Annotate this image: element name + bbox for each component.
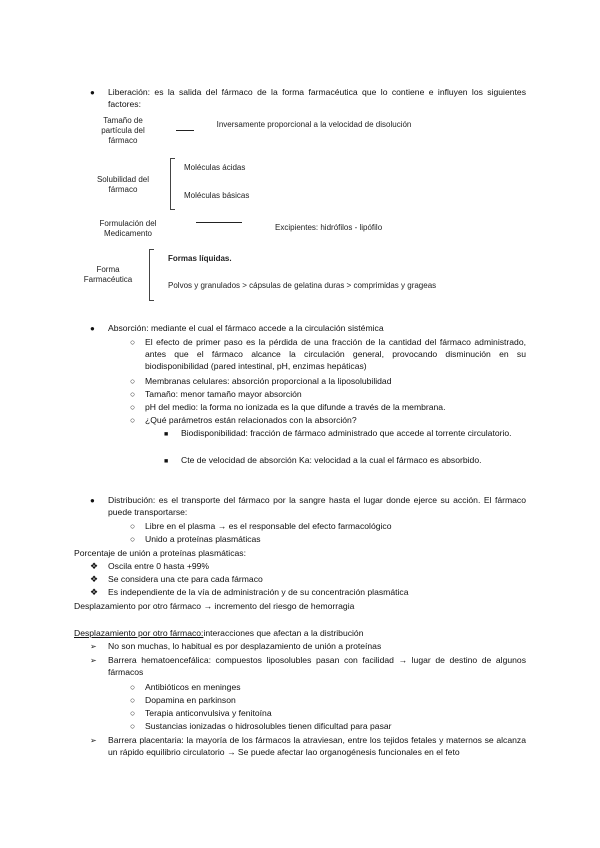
absorcion-item: Tamaño: menor tamaño mayor absorción: [145, 389, 302, 399]
interacciones-title-underlined: Desplazamiento por otro fármaco:: [74, 628, 204, 638]
solubilidad-label: Solubilidad del fármaco: [96, 175, 150, 194]
union-title: Porcentaje de unión a proteínas plasmáticas:: [74, 548, 246, 558]
interacciones-title: [74, 627, 526, 639]
interacciones-title-rest: interacciones que afectan a la distribución: [203, 628, 364, 638]
interacciones-subitem: Sustancias ionizadas o hidrosolubles tienen dificultad para pasar: [145, 721, 392, 731]
tamano-desc: Inversamente proporcional a la velocidad de disolución: [216, 120, 412, 129]
liberacion-text: Liberación: es la salida del fármaco de la forma farmacéutica que lo contiene e influyen los siguientes factores:: [108, 87, 526, 110]
brace: [170, 158, 175, 210]
interacciones-item: Barrera hematoencefálica: compuestos liposolubles pasan con facilidad → lugar de destino de algunos fármacos: [108, 655, 526, 678]
circle-bullet-icon: ○: [130, 337, 136, 347]
square-bullet-icon: ■: [164, 458, 169, 465]
interacciones-item: Barrera placentaria: la mayoría de los fármacos la atraviesan, entre los tejidos fetales y maternos se alcanza un rápido equilibrio circulatorio → Se puede afectar lao organogénesis funcionales en el feto: [108, 735, 526, 758]
distribucion-item: Libre en el plasma → es el responsable del efecto farmacológico: [145, 521, 392, 531]
distribucion-item: Unido a proteínas plasmáticas: [145, 534, 261, 544]
interacciones-item: No son muchas, lo habitual es por desplazamiento de unión a proteínas: [108, 641, 382, 651]
circle-bullet-icon: ○: [130, 376, 136, 386]
arrowhead-bullet-icon: ➢: [90, 736, 97, 745]
arrowhead-bullet-icon: ➢: [90, 656, 97, 665]
arrowhead-bullet-icon: ➢: [90, 642, 97, 651]
union-item: Es independiente de la vía de administración y de su concentración plasmática: [108, 587, 409, 597]
absorcion-item: ¿Qué parámetros están relacionados con la absorción?: [145, 415, 357, 425]
distribucion-text: Distribución: es el transporte del fármaco por la sangre hasta el lugar donde ejerce su acción. El fármaco puede transportarse:: [108, 495, 526, 518]
interacciones-subitem: Terapia anticonvulsiva y fenitoína: [145, 708, 272, 718]
formulacion-label: Formulación del Medicamento: [99, 219, 157, 238]
circle-bullet-icon: ○: [130, 402, 136, 412]
interacciones-subitem: Antibióticos en meninges: [145, 682, 241, 692]
union-item: Oscila entre 0 hasta +99%: [108, 561, 210, 571]
solubilidad-item: Moléculas ácidas: [184, 163, 246, 172]
desplazamiento-text: Desplazamiento por otro fármaco → incremento del riesgo de hemorragia: [74, 601, 355, 611]
bullet-icon: ●: [90, 496, 95, 505]
tamano-label: Tamaño de partícula del fármaco: [101, 116, 145, 145]
circle-bullet-icon: ○: [130, 721, 136, 731]
formulacion-desc: Excipientes: hidrófilos - lipófilo: [275, 223, 383, 232]
circle-bullet-icon: ○: [130, 708, 136, 718]
union-item: Se considera una cte para cada fármaco: [108, 574, 263, 584]
bullet-icon: ●: [90, 324, 95, 333]
circle-bullet-icon: ○: [130, 695, 136, 705]
absorcion-item: Membranas celulares: absorción proporcional a la liposolubilidad: [145, 376, 392, 386]
interacciones-subitem: Dopamina en parkinson: [145, 695, 236, 705]
circle-bullet-icon: ○: [130, 415, 136, 425]
circle-bullet-icon: ○: [130, 682, 136, 692]
absorcion-item: El efecto de primer paso es la pérdida de una fracción de la cantidad del fármaco administrado, antes que el fármaco alcance la circulación general, provocando disminución en su biodisponibilidad (pared intestinal, pH, enzimas hepáticas): [145, 337, 526, 372]
diamond-bullet-icon: ❖: [90, 587, 99, 597]
absorcion-text: Absorción: mediante el cual el fármaco accede a la circulación sistémica: [108, 323, 384, 333]
connector-line: [196, 222, 242, 223]
bullet-icon: ●: [90, 88, 95, 97]
circle-bullet-icon: ○: [130, 534, 136, 544]
brace: [149, 249, 154, 301]
circle-bullet-icon: ○: [130, 389, 136, 399]
absorcion-item: pH del medio: la forma no ionizada es la que difunde a través de la membrana.: [145, 402, 446, 412]
absorcion-subitem: Cte de velocidad de absorción Ka: velocidad a la cual el fármaco es absorbido.: [181, 455, 482, 465]
diamond-bullet-icon: ❖: [90, 561, 99, 571]
circle-bullet-icon: ○: [130, 521, 136, 531]
square-bullet-icon: ■: [164, 431, 169, 438]
forma-item: Formas líquidas.: [168, 254, 232, 263]
solubilidad-item: Moléculas básicas: [184, 191, 250, 200]
forma-item: Polvos y granulados > cápsulas de gelatina duras > comprimidas y grageas: [168, 281, 437, 290]
absorcion-subitem: Biodisponibilidad: fracción de fármaco administrado que accede al torrente circulatorio.: [181, 428, 512, 438]
forma-label: Forma Farmacéutica: [83, 265, 133, 284]
diamond-bullet-icon: ❖: [90, 574, 99, 584]
connector-line: [176, 130, 194, 131]
